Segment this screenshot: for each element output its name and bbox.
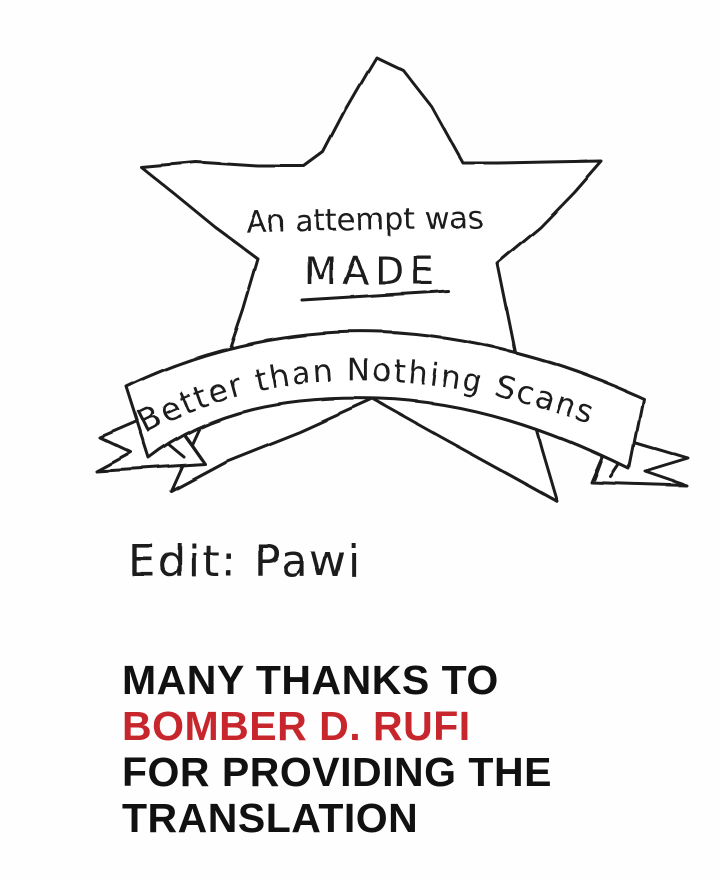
edit-credit: Edit: Pawi: [128, 536, 362, 587]
thanks-line-3: FOR PROVIDING THE: [122, 749, 552, 795]
stamp-text-made: MADE: [303, 249, 441, 293]
thanks-line-translator-name: BOMBER D. RUFI: [122, 703, 471, 749]
thanks-line-1: MANY THANKS TO: [122, 657, 499, 703]
thanks-block: [122, 657, 552, 841]
thanks-line-4: TRANSLATION: [122, 795, 419, 841]
banner-text: Better than Nothing Scans: [132, 352, 601, 441]
stamp-text-line1: An attempt was: [245, 200, 484, 241]
